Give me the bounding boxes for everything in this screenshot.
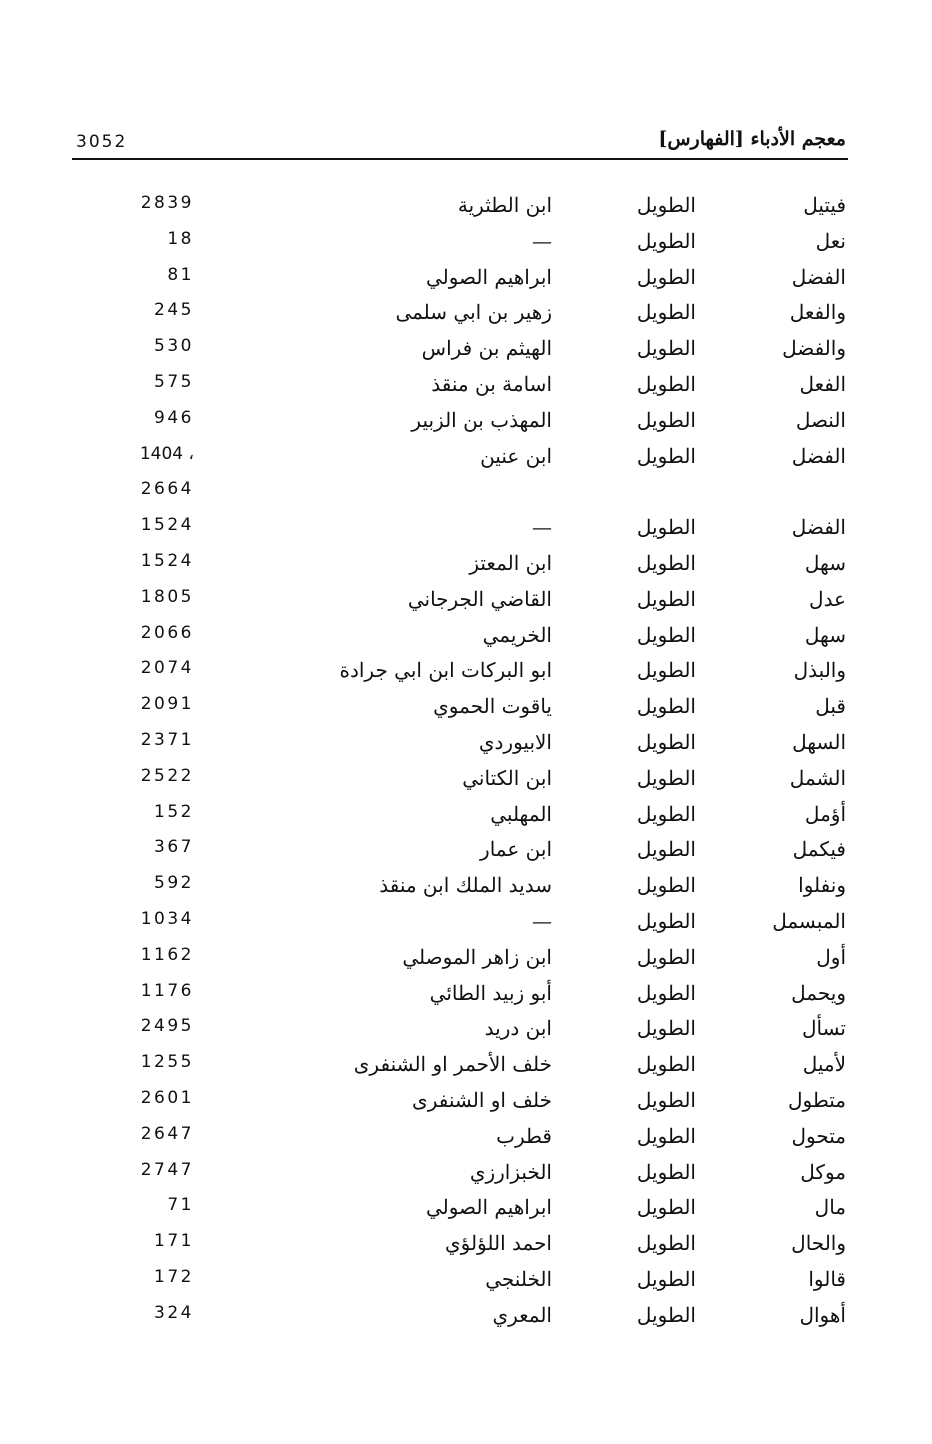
rhyme-cell: والبذل xyxy=(793,658,846,683)
meter-cell: الطويل xyxy=(636,515,696,540)
poet-cell: ابن الكتاني xyxy=(462,765,552,790)
page-header xyxy=(72,128,848,162)
rhyme-cell: قبل xyxy=(815,694,846,719)
poet-cell: زهير بن ابي سلمى xyxy=(395,300,552,325)
meter-cell: الطويل xyxy=(636,300,696,325)
index-row xyxy=(0,1013,932,1049)
rhyme-cell: الفضل xyxy=(791,264,846,289)
page-ref-cell: 324 xyxy=(154,1302,194,1323)
index-row xyxy=(0,1049,932,1085)
index-row xyxy=(0,190,932,226)
poet-cell: خلف او الشنفرى xyxy=(412,1087,552,1112)
meter-cell: الطويل xyxy=(636,1266,696,1291)
meter-cell: الطويل xyxy=(636,443,696,468)
poet-cell: احمد اللؤلؤي xyxy=(444,1231,552,1256)
rhyme-cell: أؤمل xyxy=(804,801,846,826)
meter-cell: الطويل xyxy=(636,658,696,683)
poet-cell: قطرب xyxy=(496,1123,552,1148)
poet-cell: الابيوردي xyxy=(478,729,552,754)
rhyme-cell: عدل xyxy=(809,586,846,611)
index-row xyxy=(0,620,932,656)
poet-cell: ابن عنين xyxy=(480,443,552,468)
poet-cell: ابراهيم الصولي xyxy=(425,1195,552,1220)
page-ref-cell: 592 xyxy=(154,873,194,894)
page-ref-cell: 2495 xyxy=(140,1016,194,1037)
meter-cell: الطويل xyxy=(636,622,696,647)
poet-cell: — xyxy=(532,515,552,540)
rhyme-cell: السهل xyxy=(792,729,846,754)
page-ref-cell: 1176 xyxy=(140,980,194,1001)
page-ref-cell: 171 xyxy=(154,1231,194,1252)
meter-cell: الطويل xyxy=(636,837,696,862)
page-ref-cell: 2066 xyxy=(140,622,194,643)
rhyme-cell: سهل xyxy=(804,622,846,647)
poet-cell: الهيثم بن فراس xyxy=(421,336,552,361)
meter-cell: الطويل xyxy=(636,193,696,217)
poet-cell: خلف الأحمر او الشنفرى xyxy=(353,1052,552,1077)
rhyme-cell: قالوا xyxy=(808,1266,846,1291)
page-ref-cell: 1404 ، xyxy=(139,443,194,464)
header-rule xyxy=(72,158,848,160)
meter-cell: الطويل xyxy=(636,1159,696,1184)
page-ref-cell: 152 xyxy=(154,801,194,822)
rhyme-cell: الفضل xyxy=(791,515,846,540)
index-row xyxy=(0,1085,932,1121)
poet-cell: المهذب بن الزبير xyxy=(411,407,552,432)
rhyme-cell: الشمل xyxy=(789,765,846,790)
page-ref-cell: 575 xyxy=(154,371,194,392)
index-row xyxy=(0,1228,932,1264)
poet-cell: ابن الطثرية xyxy=(457,193,552,217)
meter-cell: الطويل xyxy=(636,694,696,719)
index-row xyxy=(0,297,932,333)
index-row xyxy=(0,333,932,369)
index-row xyxy=(0,727,932,763)
meter-cell: الطويل xyxy=(636,1231,696,1256)
index-row xyxy=(0,942,932,978)
index-row xyxy=(0,476,932,512)
index-row xyxy=(0,906,932,942)
rhyme-cell: النصل xyxy=(795,407,846,432)
index-row xyxy=(0,584,932,620)
poet-cell: ابن دريد xyxy=(484,1016,552,1041)
page-ref-cell: 2371 xyxy=(140,729,194,750)
page-ref-cell: 71 xyxy=(167,1195,194,1216)
meter-cell: الطويل xyxy=(636,1123,696,1148)
rhyme-cell: فيكمل xyxy=(792,837,846,862)
index-row xyxy=(0,405,932,441)
running-title: معجم الأدباء [الفهارس] xyxy=(658,128,846,150)
meter-cell: الطويل xyxy=(636,1195,696,1220)
poet-cell: أبو زبيد الطائي xyxy=(429,980,552,1005)
poet-cell: ابن المعتز xyxy=(469,550,552,575)
index-row xyxy=(0,799,932,835)
index-row xyxy=(0,369,932,405)
poet-cell: ابو البركات ابن ابي جرادة xyxy=(339,658,552,683)
poet-cell: ابن زاهر الموصلي xyxy=(402,944,552,969)
page-ref-cell: 18 xyxy=(167,228,194,249)
page-ref-cell: 1805 xyxy=(140,586,194,607)
page-ref-cell: 2601 xyxy=(140,1087,194,1108)
page-ref-cell: 81 xyxy=(167,264,194,285)
poet-cell: الخريمي xyxy=(482,622,552,647)
poet-cell: ياقوت الحموي xyxy=(433,694,552,719)
meter-cell: الطويل xyxy=(636,550,696,575)
index-row xyxy=(0,763,932,799)
page-ref-cell: 2091 xyxy=(140,694,194,715)
meter-cell: الطويل xyxy=(636,371,696,396)
rhyme-cell: ونفلوا xyxy=(798,873,846,898)
page-ref-cell: 2747 xyxy=(140,1159,194,1180)
rhyme-cell: مال xyxy=(814,1195,846,1220)
poet-cell: المهلبي xyxy=(490,801,552,826)
meter-cell: الطويل xyxy=(636,873,696,898)
page-ref-cell: 1034 xyxy=(140,908,194,929)
index-row xyxy=(0,1192,932,1228)
page-ref-cell: 2839 xyxy=(140,193,194,213)
page-ref-cell: 172 xyxy=(154,1266,194,1287)
poet-cell: المعري xyxy=(492,1302,552,1327)
page-ref-cell: 1162 xyxy=(140,944,194,965)
index-row xyxy=(0,441,932,477)
page-ref-cell: 2664 xyxy=(140,479,194,500)
meter-cell: الطويل xyxy=(636,407,696,432)
meter-cell: الطويل xyxy=(636,980,696,1005)
rhyme-cell: أول xyxy=(816,944,846,969)
page-ref-cell: 530 xyxy=(154,336,194,357)
meter-cell: الطويل xyxy=(636,228,696,253)
rhyme-cell: أهوال xyxy=(799,1302,846,1327)
poet-cell: القاضي الجرجاني xyxy=(407,586,552,611)
page-number: 3052 xyxy=(76,132,128,152)
page-ref-cell: 2647 xyxy=(140,1123,194,1144)
index-row xyxy=(0,978,932,1014)
meter-cell: الطويل xyxy=(636,336,696,361)
page-ref-cell: 1524 xyxy=(140,550,194,571)
rhyme-cell: نعل xyxy=(815,228,846,253)
rhyme-cell: لأميل xyxy=(802,1052,846,1077)
meter-cell: الطويل xyxy=(636,264,696,289)
index-row xyxy=(0,548,932,584)
rhyme-cell: ويحمل xyxy=(791,980,846,1005)
poet-cell: اسامة بن منقذ xyxy=(431,371,552,396)
index-row xyxy=(0,1157,932,1193)
page-ref-cell: 367 xyxy=(154,837,194,858)
poet-cell: الخلنجي xyxy=(485,1266,552,1291)
rhyme-cell: والفضل xyxy=(782,336,846,361)
meter-cell: الطويل xyxy=(636,801,696,826)
meter-cell: الطويل xyxy=(636,1052,696,1077)
rhyme-cell: الفضل xyxy=(791,443,846,468)
rhyme-cell: متطول xyxy=(787,1087,846,1112)
rhyme-cell: تسأل xyxy=(801,1016,846,1041)
page-ref-cell: 1524 xyxy=(140,515,194,536)
page-ref-cell: 2074 xyxy=(140,658,194,679)
index-row xyxy=(0,655,932,691)
rhyme-cell: الفعل xyxy=(799,371,846,396)
poet-cell: سديد الملك ابن منقذ xyxy=(379,873,552,898)
index-row xyxy=(0,691,932,727)
meter-cell: الطويل xyxy=(636,729,696,754)
index-row xyxy=(0,1264,932,1300)
rhyme-cell: سهل xyxy=(804,550,846,575)
rhyme-cell: والفعل xyxy=(789,300,846,325)
meter-cell: الطويل xyxy=(636,765,696,790)
page-ref-cell: 2522 xyxy=(140,765,194,786)
index-row xyxy=(0,834,932,870)
rhyme-cell: موكل xyxy=(800,1159,846,1184)
index-list xyxy=(0,190,932,1336)
rhyme-cell: متحول xyxy=(791,1123,846,1148)
rhyme-cell: فيتيل xyxy=(803,193,846,217)
index-row xyxy=(0,262,932,298)
rhyme-cell: المبسمل xyxy=(772,908,846,933)
index-row xyxy=(0,1300,932,1336)
page-ref-cell: 245 xyxy=(154,300,194,321)
index-row xyxy=(0,870,932,906)
rhyme-cell: والحال xyxy=(791,1231,846,1256)
meter-cell: الطويل xyxy=(636,908,696,933)
index-row xyxy=(0,1121,932,1157)
poet-cell: — xyxy=(532,908,552,933)
meter-cell: الطويل xyxy=(636,944,696,969)
meter-cell: الطويل xyxy=(636,1087,696,1112)
poet-cell: ابراهيم الصولي xyxy=(425,264,552,289)
page-ref-cell: 1255 xyxy=(140,1052,194,1073)
poet-cell: — xyxy=(532,228,552,253)
meter-cell: الطويل xyxy=(636,586,696,611)
poet-cell: ابن عمار xyxy=(480,837,552,862)
meter-cell: الطويل xyxy=(636,1016,696,1041)
page-ref-cell: 946 xyxy=(154,407,194,428)
index-row xyxy=(0,512,932,548)
poet-cell: الخبزارزي xyxy=(469,1159,552,1184)
meter-cell: الطويل xyxy=(636,1302,696,1327)
index-row xyxy=(0,226,932,262)
